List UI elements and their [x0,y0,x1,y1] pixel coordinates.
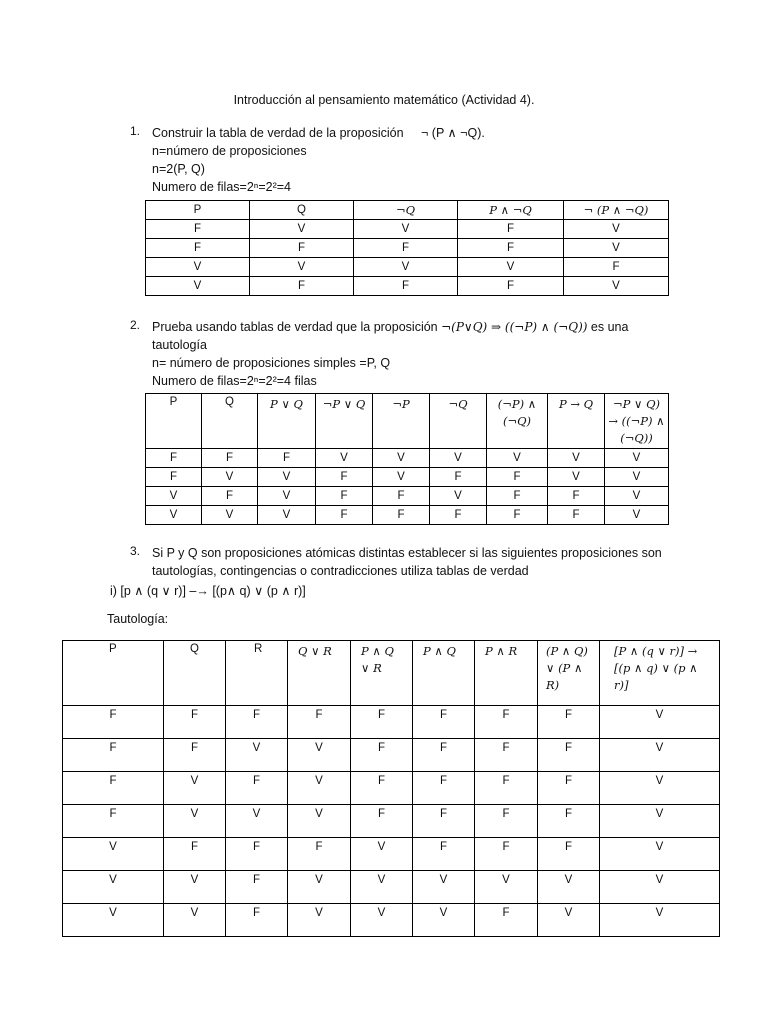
table-cell: F [487,487,548,506]
table-cell: V [63,871,164,904]
table-cell: V [288,871,351,904]
table-cell: F [413,772,475,805]
header-cell: P [146,394,202,449]
table-cell: F [354,277,458,296]
table-cell: V [351,871,413,904]
table-cell: V [600,904,720,937]
truth-table-1 [145,200,669,296]
table-cell: F [316,487,373,506]
table-cell: F [226,871,288,904]
section-2-formula: ¬(P∨Q) ⇒ ((¬P) ∧ (¬Q)) [441,320,588,334]
section-3-number: 3. [130,544,141,558]
table-cell: F [373,487,430,506]
table-cell: F [316,506,373,525]
table-cell: V [548,449,605,468]
table-cell: F [202,487,258,506]
table-cell: V [548,468,605,487]
table-cell: V [564,220,669,239]
section-1-line-3: n=2(P, Q) [152,162,205,176]
section-1-formula: ¬ (P ∧ ¬Q). [421,126,485,140]
table-cell: F [226,772,288,805]
table-row [146,239,669,258]
section-2-text: Prueba usando tablas de verdad que la proposición [152,320,438,334]
header-cell: P ∨ Q [258,394,316,449]
section-3-item-i: i) [p ∧ (q ∨ r)] –→ [(p∧ q) ∨ (p ∧ r)] [110,584,306,598]
tautologia-label: Tautología: [107,612,169,626]
table-cell: F [351,772,413,805]
table-cell: F [288,706,351,739]
truth-table-2 [145,393,669,525]
table-cell: V [164,871,226,904]
table-row [63,904,720,937]
table-cell: F [164,739,226,772]
table-cell: F [538,838,600,871]
section-3 [130,544,662,580]
table-cell: F [475,739,538,772]
header-cell: ¬Q [354,201,458,220]
table-row [63,772,720,805]
header-cell: Q [250,201,354,220]
table-cell: V [487,449,548,468]
table-row [146,506,669,525]
table-cell: F [458,277,564,296]
section-3-line-1: Si P y Q son proposiciones atómicas distintas establecer si las siguientes proposiciones son [152,546,662,560]
table-row [146,277,669,296]
table-row [63,706,720,739]
table-cell: V [600,871,720,904]
table-cell: F [373,506,430,525]
table-cell: V [146,487,202,506]
table-cell: F [430,506,487,525]
header-cell: P ∧ ¬Q [458,201,564,220]
table-cell: V [458,258,564,277]
table-cell: V [564,239,669,258]
table-cell: V [538,904,600,937]
table-cell: V [258,487,316,506]
header-cell: P → Q [548,394,605,449]
table-cell: V [164,772,226,805]
table-cell: F [250,277,354,296]
table-cell: V [605,449,669,468]
table-cell: F [413,739,475,772]
table-cell: V [430,449,487,468]
table-cell: F [146,449,202,468]
section-2-line-1 [152,318,628,336]
table-cell: F [63,706,164,739]
header-cell: Q [164,641,226,706]
header-cell: P [146,201,250,220]
table-cell: V [63,904,164,937]
table-cell: V [600,706,720,739]
table-cell: V [413,904,475,937]
table-cell: F [146,239,250,258]
table-row [146,449,669,468]
table-cell: F [226,706,288,739]
section-1-line-1 [152,124,485,142]
section-2-text-end: es una [590,320,629,334]
table-cell: V [146,258,250,277]
header-cell: P ∧ R [475,641,538,706]
section-2-line-3: n= número de proposiciones simples =P, Q [152,356,391,370]
table-cell: F [63,739,164,772]
table-cell: V [600,805,720,838]
table-cell: F [164,838,226,871]
section-3-line-2: tautologías, contingencias o contradicciones utiliza tablas de verdad [152,564,529,578]
section-1 [130,124,485,196]
table-cell: V [564,277,669,296]
table-cell: V [250,258,354,277]
table-cell: F [258,449,316,468]
table-row [63,739,720,772]
table-cell: F [413,838,475,871]
table-cell: F [202,449,258,468]
table-cell: V [63,838,164,871]
table-cell: F [146,220,250,239]
table-row [146,487,669,506]
table-cell: F [564,258,669,277]
table-cell: V [475,871,538,904]
table-cell: F [164,706,226,739]
table-cell: F [351,805,413,838]
table-cell: F [288,838,351,871]
table-row [146,468,669,487]
table-cell: V [354,220,458,239]
table-cell: F [351,739,413,772]
table-cell: F [351,706,413,739]
table-cell: V [226,739,288,772]
table-cell: F [548,506,605,525]
section-2 [130,318,629,390]
table-cell: F [63,772,164,805]
table-row [146,258,669,277]
table-cell: V [373,449,430,468]
page-title: Introducción al pensamiento matemático (Actividad 4). [233,93,535,107]
table-cell: F [548,487,605,506]
table-cell: V [146,506,202,525]
header-cell: ¬P ∨ Q [316,394,373,449]
table-cell: F [146,468,202,487]
table-cell: F [63,805,164,838]
header-cell: (P ∧ Q) ∨ (P ∧ R) [538,641,600,706]
table-cell: V [288,739,351,772]
header-cell: ¬Q [430,394,487,449]
table-cell: V [351,904,413,937]
table-cell: V [226,805,288,838]
table-cell: F [458,239,564,258]
section-1-line-2: n=número de proposiciones [152,144,307,158]
table-cell: F [226,904,288,937]
header-cell: P [63,641,164,706]
table-cell: V [288,904,351,937]
table-cell: F [475,805,538,838]
header-cell: P ∧ Q [413,641,475,706]
table-cell: V [430,487,487,506]
table-cell: V [600,739,720,772]
header-cell: P ∧ Q ∨ R [351,641,413,706]
table-row [63,838,720,871]
table-header-row [146,394,669,449]
header-cell: [P ∧ (q ∨ r)] → [(p ∧ q) ∨ (p ∧ r)] [600,641,720,706]
table-row [63,871,720,904]
table-cell: F [538,706,600,739]
table-row [63,805,720,838]
table-cell: V [413,871,475,904]
table-cell: V [351,838,413,871]
table-cell: V [538,871,600,904]
table-cell: V [202,468,258,487]
table-cell: V [373,468,430,487]
table-cell: F [487,468,548,487]
header-cell: ¬P [373,394,430,449]
table-cell: F [413,805,475,838]
table-cell: F [538,805,600,838]
table-cell: V [146,277,250,296]
table-cell: V [354,258,458,277]
header-cell: Q ∨ R [288,641,351,706]
table-cell: F [475,706,538,739]
table-cell: V [605,506,669,525]
table-cell: V [316,449,373,468]
table-cell: V [600,838,720,871]
table-cell: F [538,772,600,805]
table-cell: F [413,706,475,739]
table-cell: V [250,220,354,239]
table-cell: V [605,468,669,487]
table-cell: F [475,772,538,805]
table-cell: V [258,468,316,487]
table-cell: F [354,239,458,258]
section-1-line-4: Numero de filas=2ⁿ=2²=4 [152,180,292,194]
section-1-number: 1. [130,124,141,138]
header-cell: ¬ (P ∧ ¬Q) [564,201,669,220]
table-cell: F [475,838,538,871]
header-cell: (¬P) ∧ (¬Q) [487,394,548,449]
section-2-line-2: tautología [152,338,207,352]
table-cell: F [538,739,600,772]
table-cell: F [316,468,373,487]
table-cell: F [226,838,288,871]
table-cell: V [288,805,351,838]
table-header-row [63,641,720,706]
section-2-line-4: Numero de filas=2ⁿ=2²=4 filas [152,374,317,388]
table-cell: V [605,487,669,506]
table-cell: V [600,772,720,805]
table-cell: F [487,506,548,525]
table-cell: V [164,904,226,937]
header-cell: R [226,641,288,706]
table-cell: F [250,239,354,258]
table-cell: F [458,220,564,239]
section-1-text: Construir la tabla de verdad de la proposición [152,126,404,140]
truth-table-3 [62,640,720,937]
table-cell: V [288,772,351,805]
table-cell: V [164,805,226,838]
header-cell: ¬P ∨ Q) → ((¬P) ∧ (¬Q)) [605,394,669,449]
table-header-row [146,201,669,220]
section-2-number: 2. [130,318,141,332]
table-cell: V [258,506,316,525]
table-row [146,220,669,239]
table-cell: F [475,904,538,937]
table-cell: V [202,506,258,525]
table-cell: F [430,468,487,487]
header-cell: Q [202,394,258,449]
